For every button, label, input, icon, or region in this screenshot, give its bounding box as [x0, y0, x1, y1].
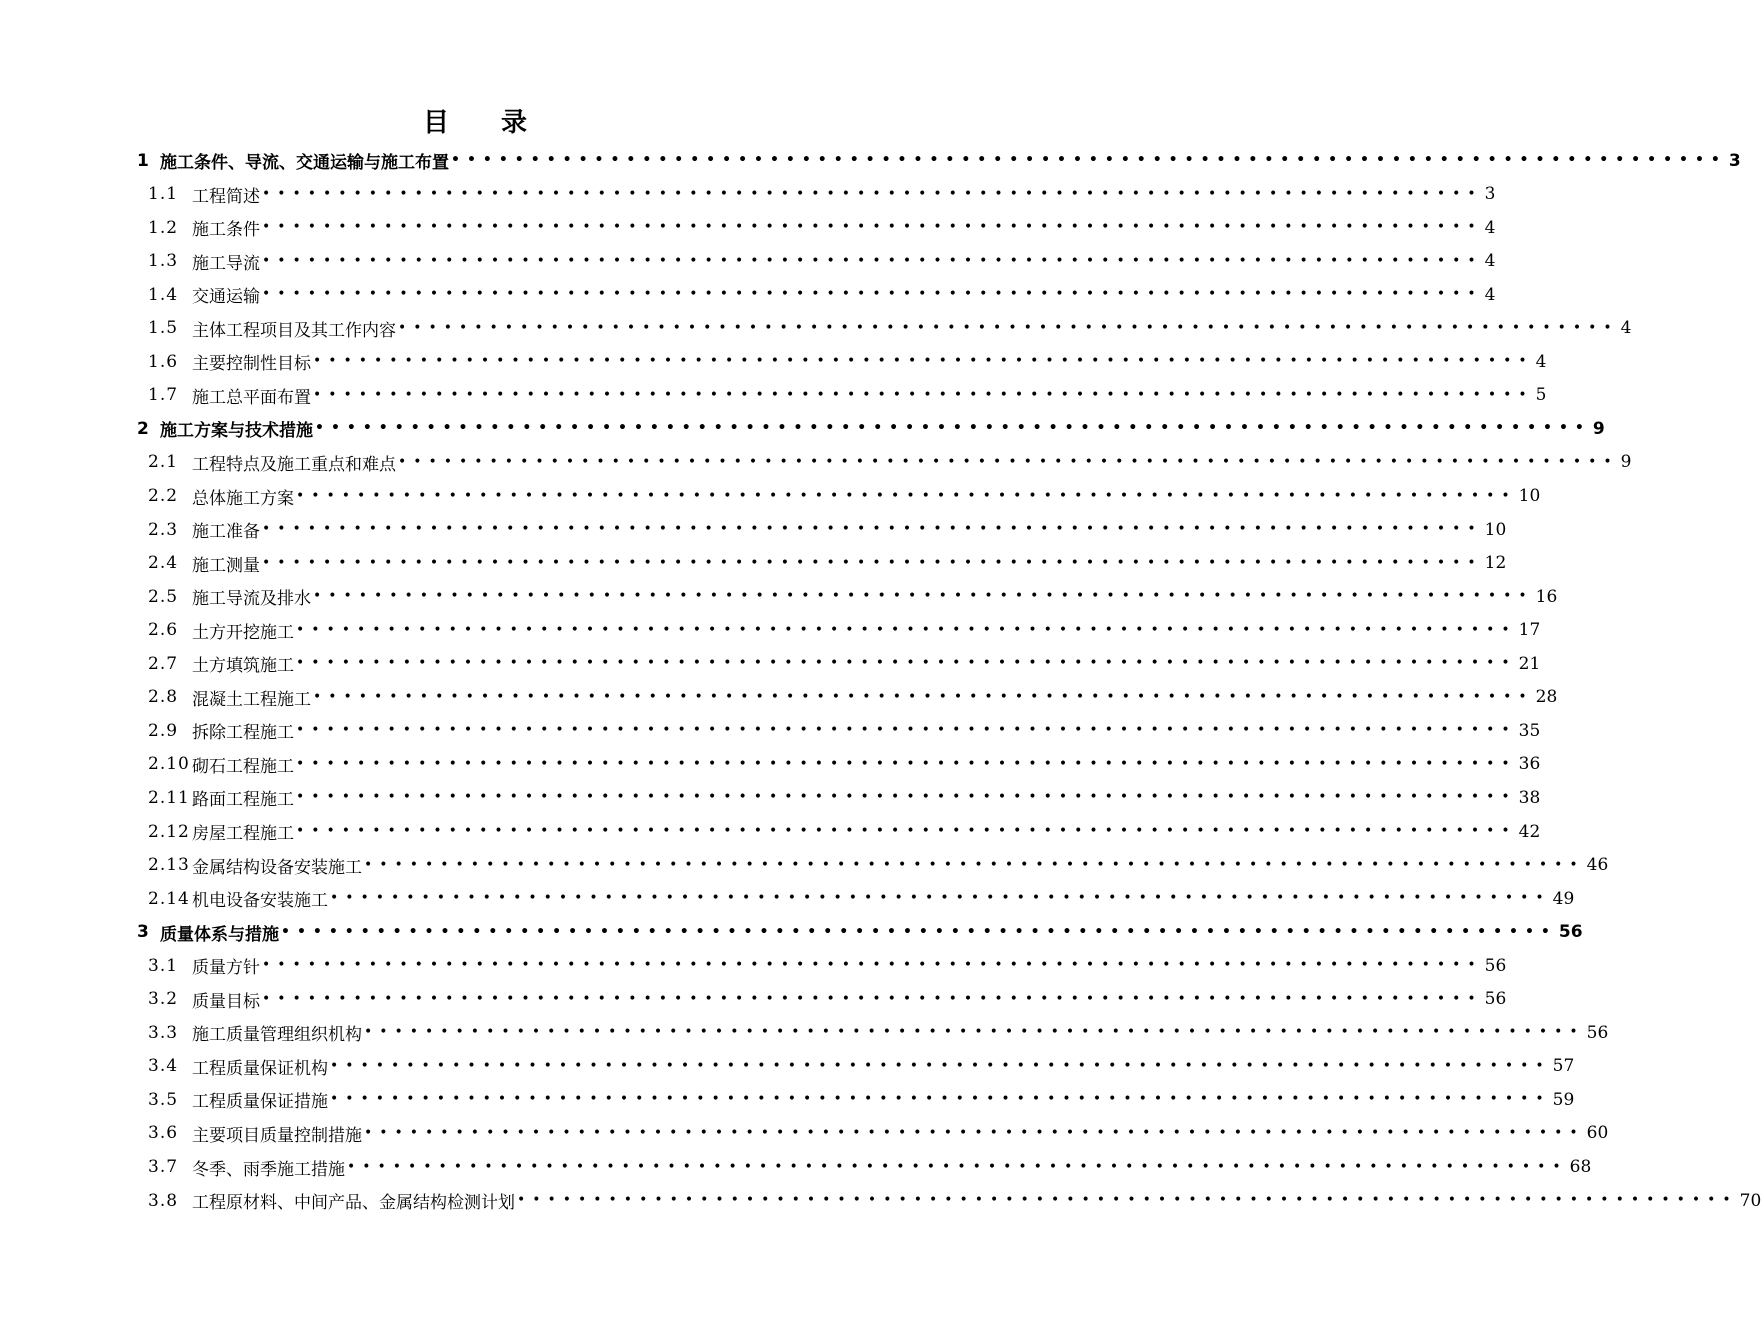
- toc-section-entry[interactable]: [148, 513, 1507, 546]
- toc-page-number: 10: [1484, 519, 1507, 540]
- toc-entry-number: 2.4: [148, 553, 179, 574]
- toc-dot-leader: ••••••••••••••••••••••••••••••••••••••••••••••••••••••••••••••••••••••••••••••••: [364, 1124, 1585, 1141]
- toc-dot-leader: ••••••••••••••••••••••••••••••••••••••••••••••••••••••••••••••••••••••••••••••••: [262, 185, 1483, 202]
- toc-page-number: 49: [1552, 888, 1575, 909]
- toc-entry-title: 施工条件、导流、交通运输与施工布置: [160, 153, 449, 173]
- toc-entry-number: 1.4: [148, 284, 179, 305]
- toc-dot-leader: ••••••••••••••••••••••••••••••••••••••••••••••••••••••••••••••••••••••••••••••••: [398, 453, 1619, 470]
- toc-entry-title: 工程简述: [192, 186, 260, 207]
- toc-entry-title: 工程质量保证机构: [192, 1058, 328, 1079]
- toc-section-entry[interactable]: [148, 580, 1558, 613]
- toc-dot-leader: ••••••••••••••••••••••••••••••••••••••••••••••••••••••••••••••••••••••••••••••••: [281, 923, 1557, 940]
- toc-dot-leader: ••••••••••••••••••••••••••••••••••••••••••••••••••••••••••••••••••••••••••••••••: [330, 890, 1551, 907]
- toc-page-number: 17: [1518, 620, 1541, 641]
- toc-page-number: 38: [1518, 787, 1541, 808]
- toc-entry-number: 1.7: [148, 385, 179, 406]
- toc-page-number: 46: [1586, 855, 1609, 876]
- toc-entry-title: 房屋工程施工: [192, 824, 294, 844]
- toc-entry-title: 施工导流及排水: [192, 589, 311, 610]
- toc-entry-number: 3: [137, 922, 149, 943]
- toc-entry-number: 1.3: [148, 251, 179, 272]
- toc-entry-number: 3.5: [148, 1089, 179, 1110]
- toc-dot-leader: ••••••••••••••••••••••••••••••••••••••••••••••••••••••••••••••••••••••••••••••••: [262, 286, 1483, 303]
- toc-section-entry[interactable]: [148, 748, 1541, 781]
- toc-section-entry[interactable]: [148, 714, 1541, 747]
- toc-section-entry[interactable]: [148, 245, 1496, 278]
- toc-entry-number: 3.8: [148, 1190, 179, 1211]
- toc-entry-number: 3.1: [148, 955, 179, 976]
- toc-dot-leader: ••••••••••••••••••••••••••••••••••••••••••••••••••••••••••••••••••••••••••••••••: [517, 1192, 1738, 1209]
- toc-dot-leader: ••••••••••••••••••••••••••••••••••••••••••••••••••••••••••••••••••••••••••••••••: [347, 1158, 1568, 1175]
- toc-page-number: 12: [1484, 553, 1507, 574]
- toc-dot-leader: ••••••••••••••••••••••••••••••••••••••••••••••••••••••••••••••••••••••••••••••••: [262, 219, 1483, 236]
- toc-page-number: 10: [1518, 486, 1541, 506]
- toc-entry-title: 土方开挖施工: [192, 622, 294, 643]
- toc-section-entry[interactable]: [148, 1050, 1575, 1083]
- toc-entry-number: 1.2: [148, 217, 179, 238]
- toc-section-entry[interactable]: [148, 849, 1609, 882]
- toc-entry-number: 1.1: [148, 184, 179, 205]
- toc-dot-leader: ••••••••••••••••••••••••••••••••••••••••••••••••••••••••••••••••••••••••••••••••: [313, 588, 1534, 605]
- toc-entry-number: 2.1: [148, 452, 179, 473]
- page-title-char-2: 录: [501, 108, 528, 138]
- toc-entry-number: 2.8: [148, 687, 179, 708]
- toc-entry-number: 1.5: [148, 318, 179, 339]
- toc-entry-number: 3.6: [148, 1123, 179, 1144]
- toc-section-entry[interactable]: [148, 312, 1632, 345]
- toc-entry-title: 冬季、雨季施工措施: [192, 1159, 345, 1180]
- toc-entry-title: 主体工程项目及其工作内容: [192, 320, 396, 341]
- toc-dot-leader: ••••••••••••••••••••••••••••••••••••••••••••••••••••••••••••••••••••••••••••••••: [330, 1057, 1551, 1074]
- toc-dot-leader: ••••••••••••••••••••••••••••••••••••••••••••••••••••••••••••••••••••••••••••••••: [296, 722, 1517, 739]
- toc-page-number: 5: [1535, 385, 1547, 406]
- toc-entry-title: 施工测量: [192, 555, 260, 576]
- toc-entry-number: 2.11: [148, 787, 190, 808]
- toc-section-entry[interactable]: [148, 547, 1507, 580]
- toc-page-number: 28: [1535, 687, 1558, 708]
- toc-entry-number: 2.5: [148, 586, 179, 607]
- toc-entry-number: 3.7: [148, 1157, 179, 1177]
- toc-entry-title: 施工方案与技术措施: [160, 421, 313, 442]
- toc-page-number: 56: [1558, 922, 1583, 943]
- toc-entry-number: 3.3: [148, 1022, 179, 1043]
- toc-section-entry[interactable]: [148, 278, 1496, 311]
- toc-entry-title: 工程原材料、中间产品、金属结构检测计划: [192, 1193, 515, 1214]
- toc-section-entry[interactable]: [148, 949, 1507, 982]
- toc-section-entry[interactable]: [148, 1117, 1609, 1150]
- toc-entry-number: 2.13: [148, 855, 190, 876]
- toc-page-number: 3: [1728, 150, 1741, 171]
- page-title: [0, 106, 950, 140]
- toc-entry-title: 质量体系与措施: [160, 924, 279, 945]
- toc-page-number: 56: [1484, 955, 1507, 976]
- toc-chapter-entry[interactable]: [137, 916, 1583, 949]
- toc-chapter-entry[interactable]: [137, 412, 1605, 445]
- toc-page-number: 60: [1586, 1123, 1609, 1144]
- toc-entry-number: 2.9: [148, 720, 179, 741]
- toc-dot-leader: ••••••••••••••••••••••••••••••••••••••••••••••••••••••••••••••••••••••••••••••••: [330, 1091, 1551, 1108]
- toc-section-entry[interactable]: [148, 614, 1541, 647]
- toc-page-number: 4: [1620, 318, 1632, 339]
- toc-dot-leader: ••••••••••••••••••••••••••••••••••••••••••••••••••••••••••••••••••••••••••••••••: [398, 319, 1619, 336]
- toc-section-entry[interactable]: [148, 211, 1496, 244]
- toc-entry-title: 主要项目质量控制措施: [192, 1125, 362, 1146]
- toc-section-entry[interactable]: [148, 882, 1575, 915]
- toc-entry-title: 施工条件: [192, 220, 260, 241]
- toc-entry-number: 2.6: [148, 620, 179, 641]
- toc-entry-number: 3.2: [148, 989, 179, 1010]
- toc-section-entry[interactable]: [148, 379, 1547, 412]
- toc-page-number: 4: [1484, 251, 1496, 272]
- toc-page-number: 4: [1535, 351, 1547, 372]
- toc-entry-number: 2.3: [148, 519, 179, 540]
- toc-dot-leader: ••••••••••••••••••••••••••••••••••••••••••••••••••••••••••••••••••••••••••••••••: [262, 990, 1483, 1007]
- toc-page-number: 16: [1535, 586, 1558, 607]
- toc-entry-title: 土方填筑施工: [192, 656, 294, 677]
- toc-section-entry[interactable]: [148, 681, 1558, 714]
- toc-entry-title: 质量方针: [192, 958, 260, 979]
- toc-page-number: 57: [1552, 1056, 1575, 1077]
- toc-page-number: 42: [1518, 821, 1541, 842]
- toc-section-entry[interactable]: [148, 815, 1541, 848]
- toc-entry-number: 2.10: [148, 754, 190, 775]
- toc-section-entry[interactable]: [148, 1184, 1761, 1217]
- toc-page-number: 70: [1739, 1190, 1761, 1211]
- toc-dot-leader: ••••••••••••••••••••••••••••••••••••••••••••••••••••••••••••••••••••••••••••••••: [364, 1024, 1585, 1041]
- toc-dot-leader: ••••••••••••••••••••••••••••••••••••••••••••••••••••••••••••••••••••••••••••••••: [262, 957, 1483, 974]
- toc-page-number: 9: [1620, 452, 1632, 473]
- toc-dot-leader: ••••••••••••••••••••••••••••••••••••••••••••••••••••••••••••••••••••••••••••••••: [296, 823, 1517, 839]
- toc-section-entry[interactable]: [148, 345, 1547, 378]
- toc-page-number: 9: [1592, 418, 1605, 439]
- toc-dot-leader: ••••••••••••••••••••••••••••••••••••••••••••••••••••••••••••••••••••••••••••••••: [262, 252, 1483, 269]
- toc-page-number: 68: [1569, 1157, 1592, 1177]
- toc-dot-leader: ••••••••••••••••••••••••••••••••••••••••••••••••••••••••••••••••••••••••••••••••: [313, 386, 1534, 403]
- toc-section-entry[interactable]: [148, 446, 1632, 479]
- toc-page-number: 35: [1518, 720, 1541, 741]
- toc-entry-title: 机电设备安装施工: [192, 891, 328, 912]
- toc-dot-leader: ••••••••••••••••••••••••••••••••••••••••••••••••••••••••••••••••••••••••••••••••: [313, 353, 1534, 370]
- toc-entry-number: 2.14: [148, 888, 190, 909]
- toc-dot-leader: ••••••••••••••••••••••••••••••••••••••••••••••••••••••••••••••••••••••••••••••••: [296, 621, 1517, 638]
- toc-dot-leader: ••••••••••••••••••••••••••••••••••••••••••••••••••••••••••••••••••••••••••••••••: [296, 755, 1517, 772]
- toc-chapter-entry[interactable]: [137, 144, 1741, 177]
- toc-dot-leader: ••••••••••••••••••••••••••••••••••••••••••••••••••••••••••••••••••••••••••••••••: [364, 856, 1585, 873]
- toc-entry-number: 2.2: [148, 486, 179, 506]
- toc-section-entry[interactable]: [148, 1083, 1575, 1116]
- toc-entry-title: 路面工程施工: [192, 790, 294, 811]
- toc-entry-title: 主要控制性目标: [192, 354, 311, 375]
- toc-entry-title: 施工导流: [192, 253, 260, 274]
- toc-entry-number: 1.6: [148, 351, 179, 372]
- toc-dot-leader: ••••••••••••••••••••••••••••••••••••••••••••••••••••••••••••••••••••••••••••••••: [262, 554, 1483, 571]
- toc-section-entry[interactable]: [148, 480, 1541, 513]
- toc-entry-title: 混凝土工程施工: [192, 689, 311, 710]
- toc-section-entry[interactable]: [148, 647, 1541, 680]
- toc-entry-number: 1: [137, 150, 149, 171]
- toc-entry-title: 交通运输: [192, 287, 260, 308]
- toc-entry-number: 3.4: [148, 1056, 179, 1077]
- toc-entry-title: 质量目标: [192, 991, 260, 1012]
- toc-page-number: 3: [1484, 184, 1496, 205]
- toc-section-entry[interactable]: [148, 1151, 1592, 1184]
- toc-section-entry[interactable]: [148, 983, 1507, 1016]
- toc-dot-leader: ••••••••••••••••••••••••••••••••••••••••••••••••••••••••••••••••••••••••••••••••: [315, 420, 1591, 437]
- toc-entry-title: 工程特点及施工重点和难点: [192, 454, 396, 475]
- toc-page-number: 21: [1518, 653, 1541, 674]
- toc-section-entry[interactable]: [148, 781, 1541, 814]
- toc-entry-title: 工程质量保证措施: [192, 1092, 328, 1113]
- toc-dot-leader: ••••••••••••••••••••••••••••••••••••••••••••••••••••••••••••••••••••••••••••••••: [313, 688, 1534, 705]
- page-title-char-1: 目: [422, 108, 449, 138]
- toc-entry-number: 2: [137, 418, 149, 439]
- toc-entry-title: 施工总平面布置: [192, 387, 311, 408]
- toc-dot-leader: ••••••••••••••••••••••••••••••••••••••••••••••••••••••••••••••••••••••••••••••••: [262, 521, 1483, 538]
- toc-dot-leader: ••••••••••••••••••••••••••••••••••••••••••••••••••••••••••••••••••••••••••••••••: [451, 152, 1727, 168]
- toc-entry-number: 2.7: [148, 653, 179, 674]
- toc-page-number: 4: [1484, 217, 1496, 238]
- toc-entry-title: 施工质量管理组织机构: [192, 1025, 362, 1046]
- toc-page-number: 56: [1586, 1022, 1609, 1043]
- toc-dot-leader: ••••••••••••••••••••••••••••••••••••••••••••••••••••••••••••••••••••••••••••••••: [296, 789, 1517, 806]
- toc-entry-title: 砌石工程施工: [192, 756, 294, 777]
- toc-page-number: 4: [1484, 284, 1496, 305]
- toc-section-entry[interactable]: [148, 178, 1496, 211]
- toc-section-entry[interactable]: [148, 1016, 1609, 1049]
- toc-page-number: 36: [1518, 754, 1541, 775]
- toc-dot-leader: ••••••••••••••••••••••••••••••••••••••••••••••••••••••••••••••••••••••••••••••••: [296, 487, 1517, 504]
- toc-page-number: 59: [1552, 1089, 1575, 1110]
- toc-entry-title: 拆除工程施工: [192, 723, 294, 744]
- toc-page-number: 56: [1484, 989, 1507, 1010]
- toc-entry-title: 金属结构设备安装施工: [192, 857, 362, 878]
- toc-entry-title: 施工准备: [192, 522, 260, 543]
- toc-dot-leader: ••••••••••••••••••••••••••••••••••••••••••••••••••••••••••••••••••••••••••••••••: [296, 655, 1517, 672]
- toc-entry-number: 2.12: [148, 821, 190, 842]
- toc-entry-title: 总体施工方案: [192, 488, 294, 509]
